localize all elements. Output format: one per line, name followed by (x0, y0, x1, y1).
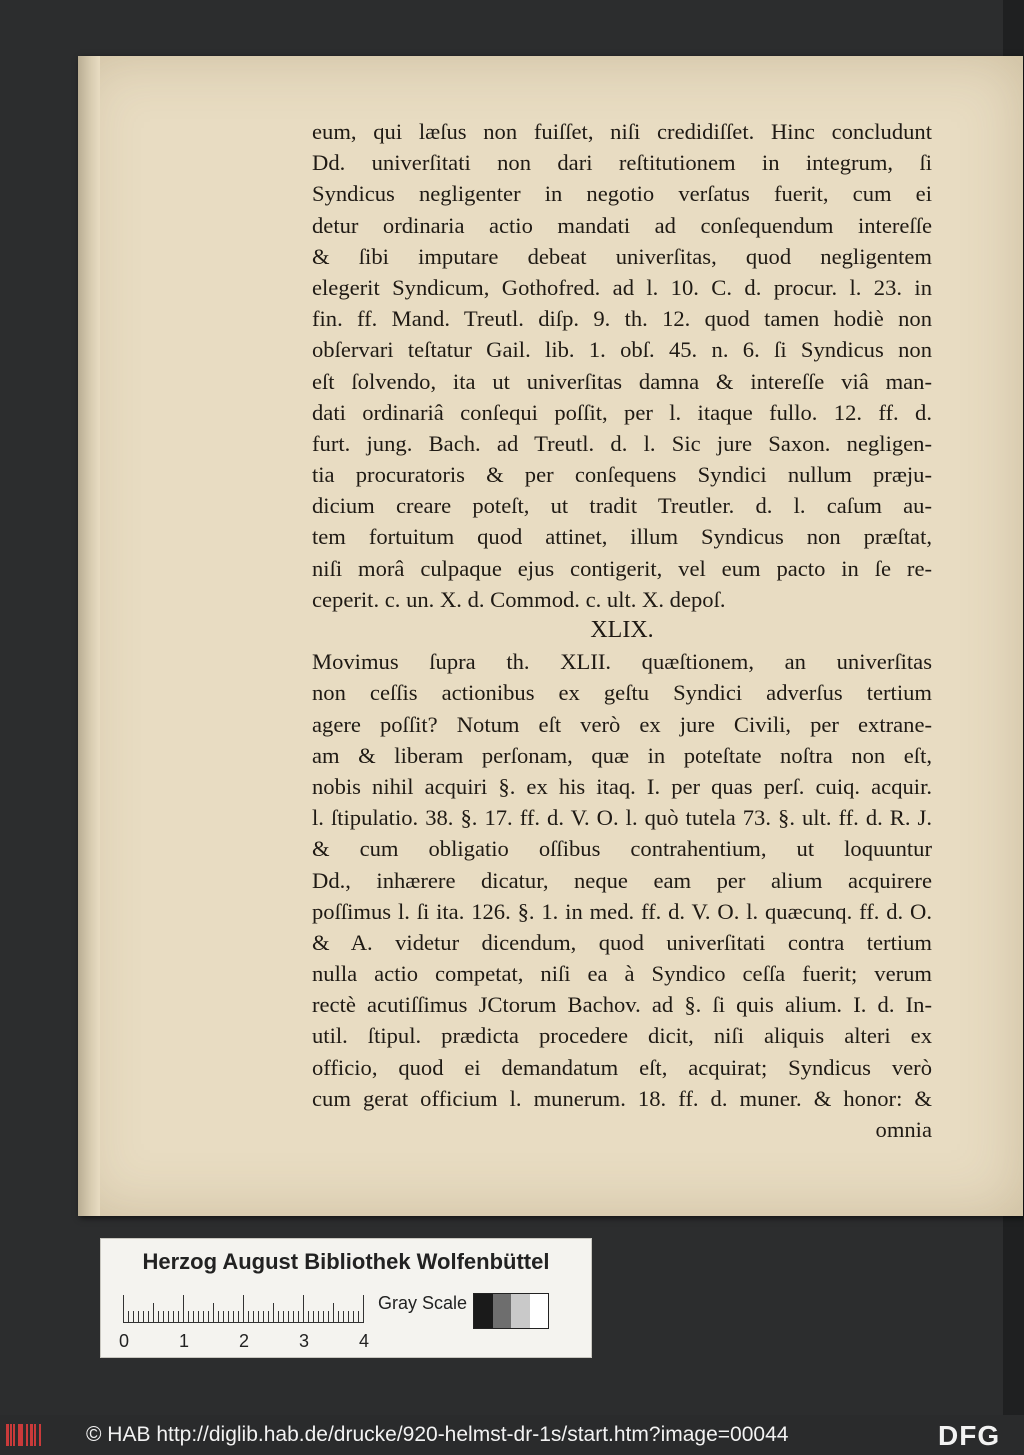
ruler-tick (158, 1311, 159, 1323)
ruler-tick (128, 1311, 129, 1323)
gray-patch (511, 1294, 530, 1328)
ruler-tick (203, 1311, 204, 1323)
gray-patch (530, 1294, 549, 1328)
ruler-tick (153, 1303, 154, 1323)
ruler-tick (168, 1311, 169, 1323)
text-line: tem fortuitum quod attinet, illum Syndicus non præſtat, (312, 524, 932, 550)
dfg-logo: DFG (938, 1420, 1001, 1451)
ruler-tick (238, 1311, 239, 1323)
text-line: poſſimus l. ſi ita. 126. §. 1. in med. ff. d. V. O. l. quæcunq. ff. d. O. (312, 898, 932, 924)
ruler-tick (353, 1311, 354, 1323)
ruler-tick (278, 1311, 279, 1323)
ruler-number: 4 (359, 1331, 370, 1351)
text-line: fin. ff. Mand. Treutl. diſp. 9. th. 12. quod tamen hodiè non (312, 306, 932, 332)
ruler-tick (218, 1311, 219, 1323)
ruler-tick (363, 1295, 364, 1323)
ruler-tick (183, 1295, 184, 1323)
text-line: dicium creare poteſt, ut tradit Treutler. d. l. caſum au- (312, 493, 932, 519)
text-line: l. ſtipulatio. 38. §. 17. ff. d. V. O. l. quò tutela 73. §. ult. ff. d. R. J. (312, 805, 932, 831)
ruler-tick (198, 1311, 199, 1323)
ruler-tick (313, 1311, 314, 1323)
ruler-tick (138, 1311, 139, 1323)
text-line: Syndicus negligenter in negotio verſatus fuerit, cum ei (312, 181, 932, 207)
ruler-tick (358, 1311, 359, 1323)
barcode-stripe (21, 1424, 23, 1446)
footer-bar (0, 1415, 1024, 1455)
page-text-block (312, 116, 932, 1145)
ruler-tick (123, 1295, 124, 1323)
ruler-tick (178, 1311, 179, 1323)
barcode-stripe (13, 1424, 15, 1446)
ruler-number: 0 (119, 1331, 130, 1351)
ruler-tick (148, 1311, 149, 1323)
text-line: omnia (875, 1117, 932, 1142)
page-edge-shadow (78, 56, 100, 1216)
text-line: Dd. univerſitati non dari reſtitutionem in integrum, ſi (312, 150, 932, 176)
text-line: officio, quod ei demandatum eſt, acquirat; Syndicus verò (312, 1054, 932, 1080)
gray-patch (474, 1294, 493, 1328)
text-line: dati ordinariâ conſequi poſſit, per l. itaque fullo. 12. ff. d. (312, 399, 932, 425)
text-line: cum gerat officium l. munerum. 18. ff. d. muner. & honor: & (312, 1085, 932, 1111)
text-line: agere poſſit? Notum eſt verò ex jure Civili, per extrane- (312, 711, 932, 737)
text-line: obſervari teſtatur Gail. lib. 1. obſ. 45. n. 6. ſi Syndicus non (312, 337, 932, 363)
gray-patch (493, 1294, 512, 1328)
text-line: & cum obligatio oſſibus contrahentium, ut loquuntur (312, 836, 932, 862)
ruler-tick (338, 1311, 339, 1323)
text-line: rectè acutiſſimus JCtorum Bachov. ad §. ſi quis alium. I. d. In- (312, 992, 932, 1018)
text-line: non ceſſis actionibus ex geſtu Syndici adverſus tertium (312, 680, 932, 706)
ruler-tick (133, 1311, 134, 1323)
barcode-stripe (34, 1424, 36, 1446)
text-line: tia procuratoris & per conſequens Syndici nullum præju- (312, 462, 932, 488)
ruler-tick (143, 1311, 144, 1323)
ruler-number: 2 (239, 1331, 250, 1351)
text-line: nulla actio competat, niſi ea à Syndico ceſſa fuerit; verum (312, 961, 932, 987)
ruler-tick (213, 1303, 214, 1323)
ruler-number: 3 (299, 1331, 310, 1351)
ruler-tick (308, 1311, 309, 1323)
ruler-tick (258, 1311, 259, 1323)
ruler-tick (188, 1311, 189, 1323)
ruler-tick (223, 1311, 224, 1323)
barcode-stripe (30, 1424, 33, 1446)
text-line: ceperit. c. un. X. d. Commod. c. ult. X. depoſ. (312, 586, 726, 612)
ruler-tick (268, 1311, 269, 1323)
barcode-stripe (26, 1424, 28, 1446)
ruler-tick (348, 1311, 349, 1323)
gray-scale-label: Gray Scale (378, 1293, 468, 1313)
ruler-tick (248, 1311, 249, 1323)
ruler-tick (193, 1311, 194, 1323)
ruler-tick (283, 1311, 284, 1323)
ruler-tick (233, 1311, 234, 1323)
ruler-tick (293, 1311, 294, 1323)
library-name: Herzog August Bibliothek Wolfenbüttel (142, 1249, 550, 1274)
color-scale-card (100, 1238, 592, 1358)
text-line: niſi morâ culpaque ejus contigerit, vel eum pacto in ſe re- (312, 555, 932, 581)
ruler-tick (333, 1303, 334, 1323)
section-heading: XLIX. (590, 617, 654, 643)
ruler-tick (323, 1311, 324, 1323)
text-line: util. ſtipul. prædicta procedere dicit, niſi aliquis alteri ex (312, 1023, 932, 1049)
text-line: eſt ſolvendo, ita ut univerſitas damna & intereſſe viâ man- (312, 368, 932, 394)
text-line: furt. jung. Bach. ad Treutl. d. l. Sic jure Saxon. negligen- (312, 430, 932, 456)
gray-scale-swatch (473, 1293, 549, 1329)
ruler-number: 1 (179, 1331, 190, 1351)
ruler-tick (243, 1295, 244, 1323)
ruler-tick (303, 1295, 304, 1323)
text-line: Movimus ſupra th. XLII. quæſtionem, an univerſitas (312, 649, 932, 675)
ruler-tick (343, 1311, 344, 1323)
text-line: Dd., inhærere dicatur, neque eam per alium acquirere (312, 867, 932, 893)
ruler-tick (328, 1311, 329, 1323)
barcode-icon (6, 1424, 44, 1446)
ruler-tick (253, 1311, 254, 1323)
ruler-tick (228, 1311, 229, 1323)
ruler-tick (273, 1303, 274, 1323)
ruler-tick (163, 1311, 164, 1323)
ruler-tick (318, 1311, 319, 1323)
text-line: & A. videtur dicendum, quod univerſitati contra tertium (312, 929, 932, 955)
text-line: am & liberam perſonam, quæ in poteſtate noſtra non eſt, (312, 742, 932, 768)
ruler-tick (173, 1311, 174, 1323)
barcode-stripe (10, 1424, 12, 1446)
text-line: nobis nihil acquiri §. ex his itaq. I. per quas perſ. cuiq. acquir. (312, 773, 932, 799)
ruler-tick (288, 1311, 289, 1323)
text-line: & ſibi imputare debeat univerſitas, quod negligentem (312, 243, 932, 269)
barcode-stripe (6, 1424, 9, 1446)
ruler-scale (123, 1293, 363, 1323)
book-page (78, 56, 1023, 1216)
ruler-tick (208, 1311, 209, 1323)
text-line: eum, qui læſus non fuiſſet, niſi credidiſſet. Hinc concludunt (312, 119, 932, 144)
barcode-stripe (39, 1424, 41, 1446)
text-line: elegerit Syndicum, Gothofred. ad l. 10. C. d. procur. l. 23. in (312, 274, 932, 300)
text-line: detur ordinaria actio mandati ad conſequendum intereſſe (312, 212, 932, 238)
ruler-tick (298, 1311, 299, 1323)
ruler-tick (263, 1311, 264, 1323)
footer-source-link[interactable]: © HAB http://diglib.hab.de/drucke/920-helmst-dr-1s/start.htm?image=00044 (86, 1423, 789, 1446)
